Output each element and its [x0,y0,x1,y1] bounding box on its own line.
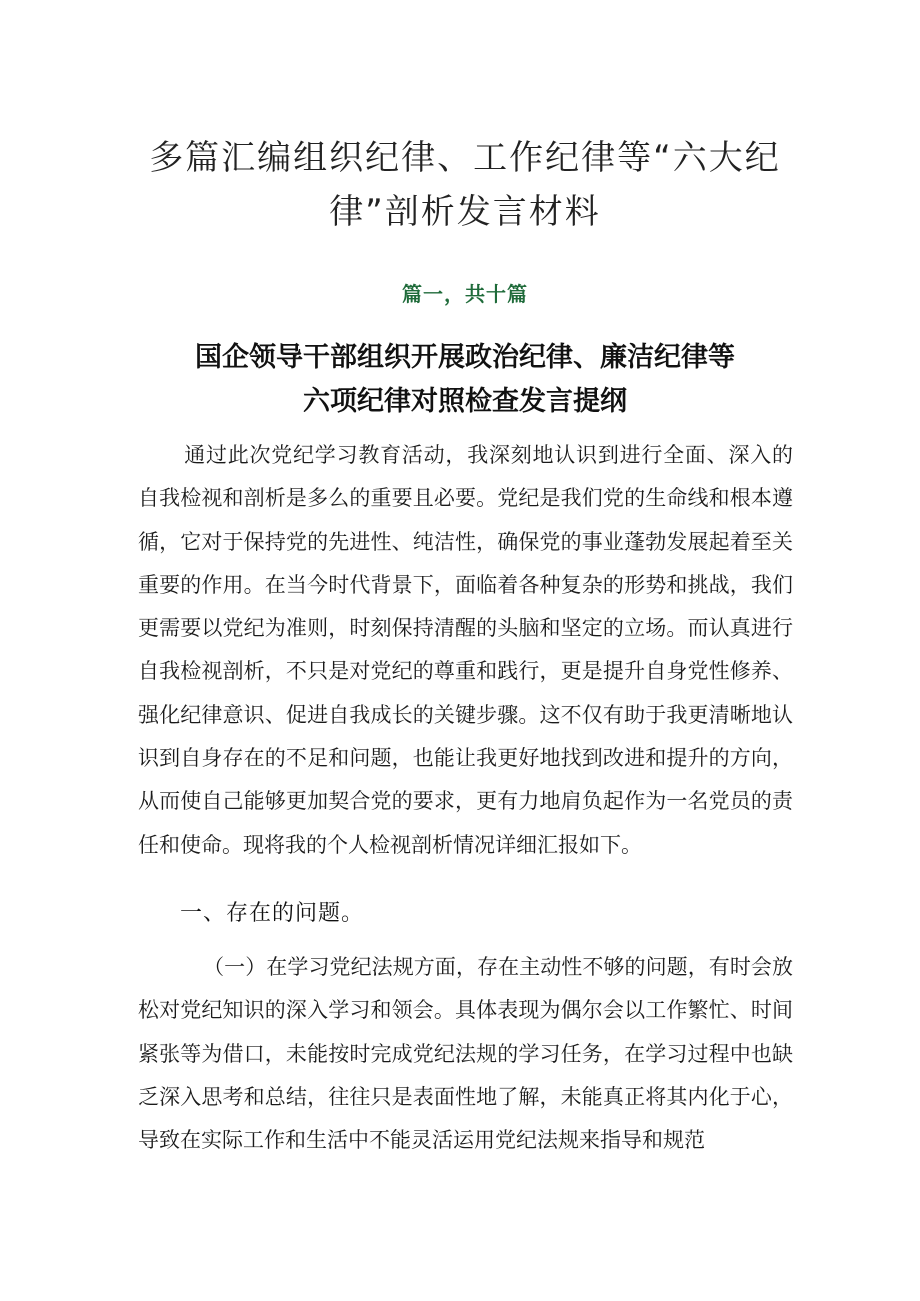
section-label: 篇一，共十篇 [402,282,528,306]
subtitle-line-1: 国企领导干部组织开展政治纪律、廉洁纪律等 [195,342,735,373]
article-subtitle [130,336,800,424]
problem-paragraph-1: （一）在学习党纪法规方面，存在主动性不够的问题，有时会放松对党纪知识的深入学习和领会。具体表现为偶尔会以工作繁忙、时间紧张等为借口，未能按时完成党纪法规的学习任务，在学习过程中也缺乏深入思考和总结，往往只是表面性地了解，未能真正将其内化于心，导致在实际工作和生活中不能灵活运用党纪法规来指导和规范 [138,955,793,1153]
subtitle-line-2: 六项纪律对照检查发言提纲 [303,386,627,417]
document-title: 多篇汇编组织纪律、工作纪律等“六大纪律”剖析发言材料 [149,137,781,232]
intro-paragraph: 通过此次党纪学习教育活动，我深刻地认识到进行全面、深入的自我检视和剖析是多么的重要且必要。党纪是我们党的生命线和根本遵循，它对于保持党的先进性、纯洁性，确保党的事业蓬勃发展起着至关重要的作用。在当今时代背景下，面临着各种复杂的形势和挑战，我们更需要以党纪为准则，时刻保持清醒的头脑和坚定的立场。而认真进行自我检视剖析，不只是对党纪的尊重和践行，更是提升自身党性修养、强化纪律意识、促进自我成长的关键步骤。这不仅有助于我更清晰地认识到自身存在的不足和问题，也能让我更好地找到改进和提升的方向，从而使自己能够更加契合党的要求，更有力地肩负起作为一名党员的责任和使命。现将我的个人检视剖析情况详细汇报如下。 [138,443,793,857]
heading-existing-problems: 一、存在的问题。 [180,901,365,926]
